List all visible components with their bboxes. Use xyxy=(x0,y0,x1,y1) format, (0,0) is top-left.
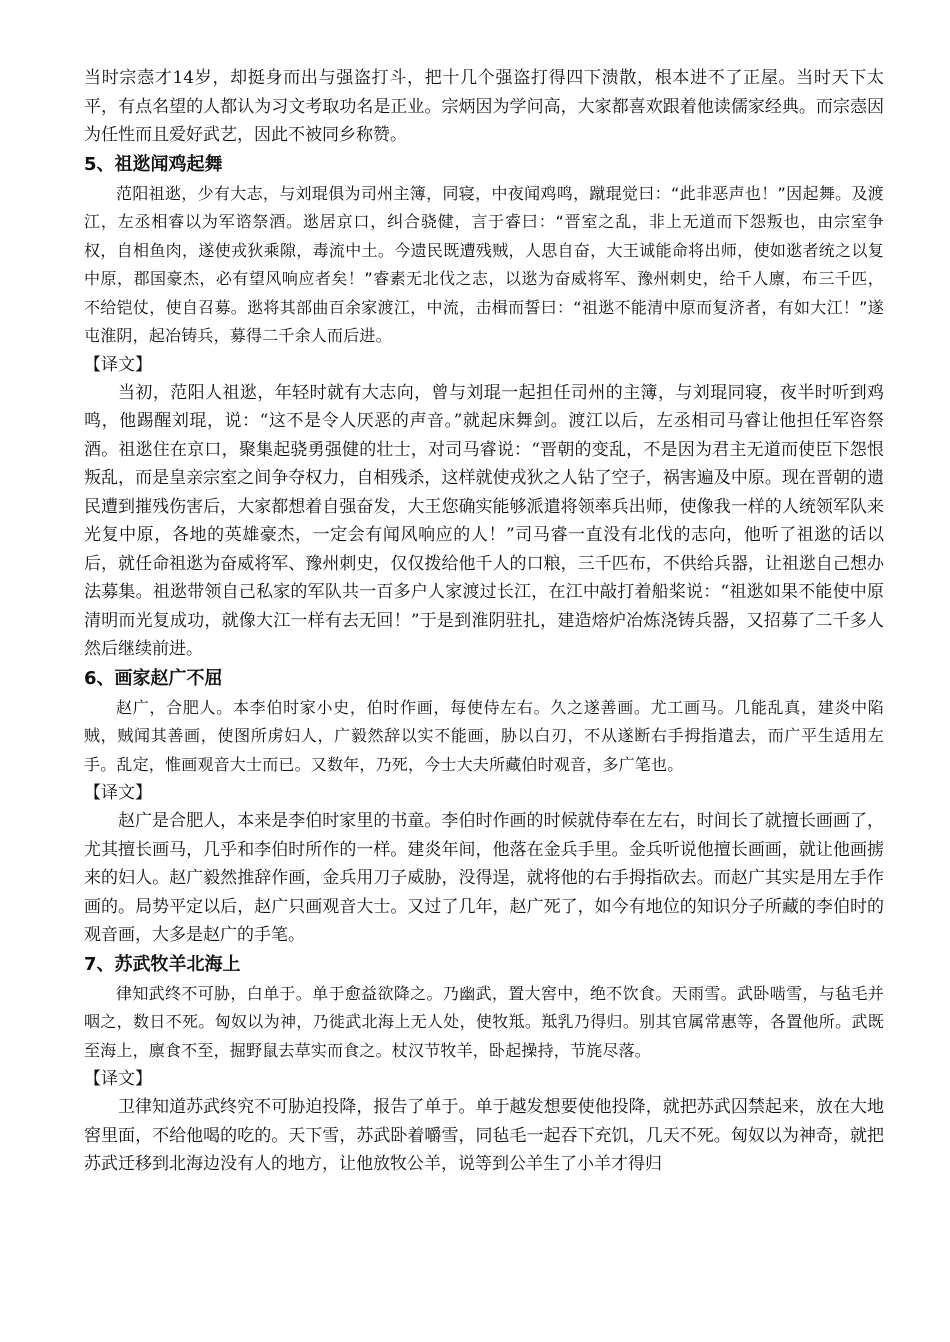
section-5-translation-label: 【译文】 xyxy=(84,354,152,375)
section-6-heading: 6、画家赵广不屈 xyxy=(84,667,223,689)
section-7-translation: 卫律知道苏武终究不可胁迫投降，报告了单于。单于越发想要使他投降，就把苏武囚禁起来，放在大地窖里面，不给他喝的吃的。天下雪，苏武卧着嚼雪，同毡毛一起吞下充饥，几天不死。匈奴以为神奇，就把苏武迁移到北海边没有人的地方，让他放牧公羊，说等到公羊生了小羊才得归 xyxy=(84,1097,884,1174)
section-7-heading: 7、苏武牧羊北海上 xyxy=(84,953,241,975)
section-5-original-text: 范阳祖逖，少有大志，与刘琨俱为司州主簿，同寝，中夜闻鸡鸣，蹴琨觉曰：“此非恶声也！”因起舞。及渡江，左丞相睿以为军谘祭酒。逖居京口，纠合骁健，言于睿曰：“晋室之乱，非上无道而下怨叛也，由宗室争权，自相鱼肉，遂使戎狄乘隙，毒流中土。今遗民既遭残贼，人思自奋，大王诚能命将出师，使如逖者统之以复中原，郡国豪杰，必有望风响应者矣！”睿素无北伐之志，以逖为奋威将军、豫州刺史，给千人廪，布三千匹，不给铠仗，使自召募。逖将其部曲百余家渡江，中流，击楫而誓曰：“祖逖不能清中原而复济者，有如大江！”遂屯淮阴，起冶铸兵，募得二千余人而后进。 xyxy=(84,183,884,345)
section-6-translation: 赵广是合肥人，本来是李伯时家里的书童。李伯时作画的时候就侍奉在左右，时间长了就擅长画画了，尤其擅长画马，几乎和李伯时所作的一样。建炎年间，他落在金兵手里。金兵听说他擅长画画，就让他画掳来的妇人。赵广毅然推辞作画，金兵用刀子威胁，没得逞，就将他的右手拇指砍去。而赵广其实是用左手作画的。局势平定以后，赵广只画观音大士。又过了几年，赵广死了，如今有地位的知识分子所藏的李伯时的观音画，大多是赵广的手笔。 xyxy=(84,811,884,945)
document-page xyxy=(84,64,884,1179)
intro-paragraph: 当时宗悫才14岁，却挺身而出与强盗打斗，把十几个强盗打得四下溃散，根本进不了正屋。当时天下太平，有点名望的人都认为习文考取功名是正业。宗炳因为学问高，大家都喜欢跟着他读儒家经典。而宗悫因为任性而且爱好武艺，因此不被同乡称赞。 xyxy=(84,68,884,145)
section-6-translation-label: 【译文】 xyxy=(84,783,152,803)
section-7-translation-label: 【译文】 xyxy=(84,1069,152,1089)
section-7-original-text: 律知武终不可胁，白单于。单于愈益欲降之。乃幽武，置大窖中，绝不饮食。天雨雪。武卧啮雪，与毡毛并咽之，数日不死。匈奴以为神，乃徙武北海上无人处，使牧羝。羝乳乃得归。别其官属常惠等，各置他所。武既至海上，廪食不至，掘野鼠去草实而食之。杖汉节牧羊，卧起操持，节旄尽落。 xyxy=(84,983,884,1060)
section-5-translation: 当初，范阳人祖逖，年轻时就有大志向，曾与刘琨一起担任司州的主簿，与刘琨同寝，夜半时听到鸡鸣，他踢醒刘琨，说：“这不是令人厌恶的声音。”就起床舞剑。渡江以后，左丞相司马睿让他担任军咨祭酒。祖逖住在京口，聚集起骁勇强健的壮士，对司马睿说：“晋朝的变乱，不是因为君主无道而使臣下怨恨叛乱，而是皇亲宗室之间争夺权力，自相残杀，这样就使戎狄之人钻了空子，祸害遍及中原。现在晋朝的遗民遭到摧残伤害后，大家都想着自强奋发，大王您确实能够派遣将领率兵出师，使像我一样的人统领军队来光复中原，各地的英雄豪杰，一定会有闻风响应的人！”司马睿一直没有北伐的志向，他听了祖逖的话以后，就任命祖逖为奋威将军、豫州刺史，仅仅拨给他千人的口粮，三千匹布，不供给兵器，让祖逖自己想办法募集。祖逖带领自己私家的军队共一百多户人家渡过长江，在江中敲打着船桨说：“祖逖如果不能使中原清明而光复成功，就像大江一样有去无回！”于是到淮阴驻扎，建造熔炉冶炼浇铸兵器，又招募了二千多人然后继续前进。 xyxy=(84,382,884,659)
section-5-heading: 5、祖逖闻鸡起舞 xyxy=(84,153,223,175)
section-6-original-text: 赵广，合肥人。本李伯时家小史，伯时作画，每使侍左右。久之遂善画。尤工画马。几能乱真，建炎中陷贼，贼闻其善画，使图所虏妇人，广毅然辞以实不能画，胁以白刃，不从遂断右手拇指遣去，而广平生适用左手。乱定，惟画观音大士而已。又数年，乃死，今士大夫所藏伯时观音，多广笔也。 xyxy=(84,697,884,774)
